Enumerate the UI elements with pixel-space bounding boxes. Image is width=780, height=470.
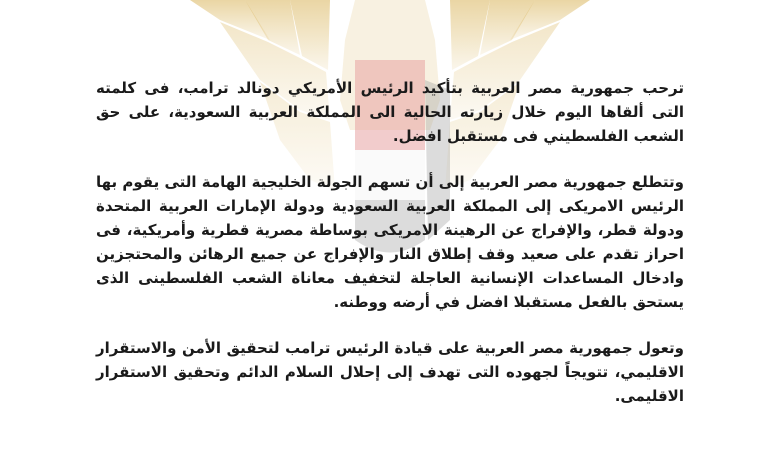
paragraph-1: ترحب جمهورية مصر العربية بتأكيد الرئيس الأمريكي دونالد ترامب، فى كلمته التى ألقاها اليوم خلال زيارته الحالية الى المملكة العربية السعودية، على حق الشعب الفلسطيني فى مستقبل افضل. (96, 79, 684, 145)
paragraph-2: وتتطلع جمهورية مصر العربية إلى أن تسهم الجولة الخليجية الهامة التى يقوم بها الرئيس الامريكى إلى المملكة العربية السعودية ودولة الإمارات العربية المتحدة ودولة قطر، والإفراج عن الرهينة الامريكى بوساطة مصرية قطرية وأمريكية، فى احراز تقدم على صعيد وقف إطلاق النار والإفراج عن جميع الرهائن والمحتجزين وادخال المساعدات الإنسانية العاجلة لتخفيف معاناة الشعب الفلسطينى الذى يستحق بالفعل مستقبلا افضل في أرضه ووطنه. (96, 173, 684, 311)
paragraph-3: وتعول جمهورية مصر العربية على قيادة الرئيس ترامب لتحقيق الأمن والاستقرار الاقليمي، تتويجاً لجهوده التى تهدف إلى إحلال السلام الدائم وتحقيق الاستقرار الاقليمى. (96, 339, 684, 405)
statement-text (96, 76, 684, 408)
